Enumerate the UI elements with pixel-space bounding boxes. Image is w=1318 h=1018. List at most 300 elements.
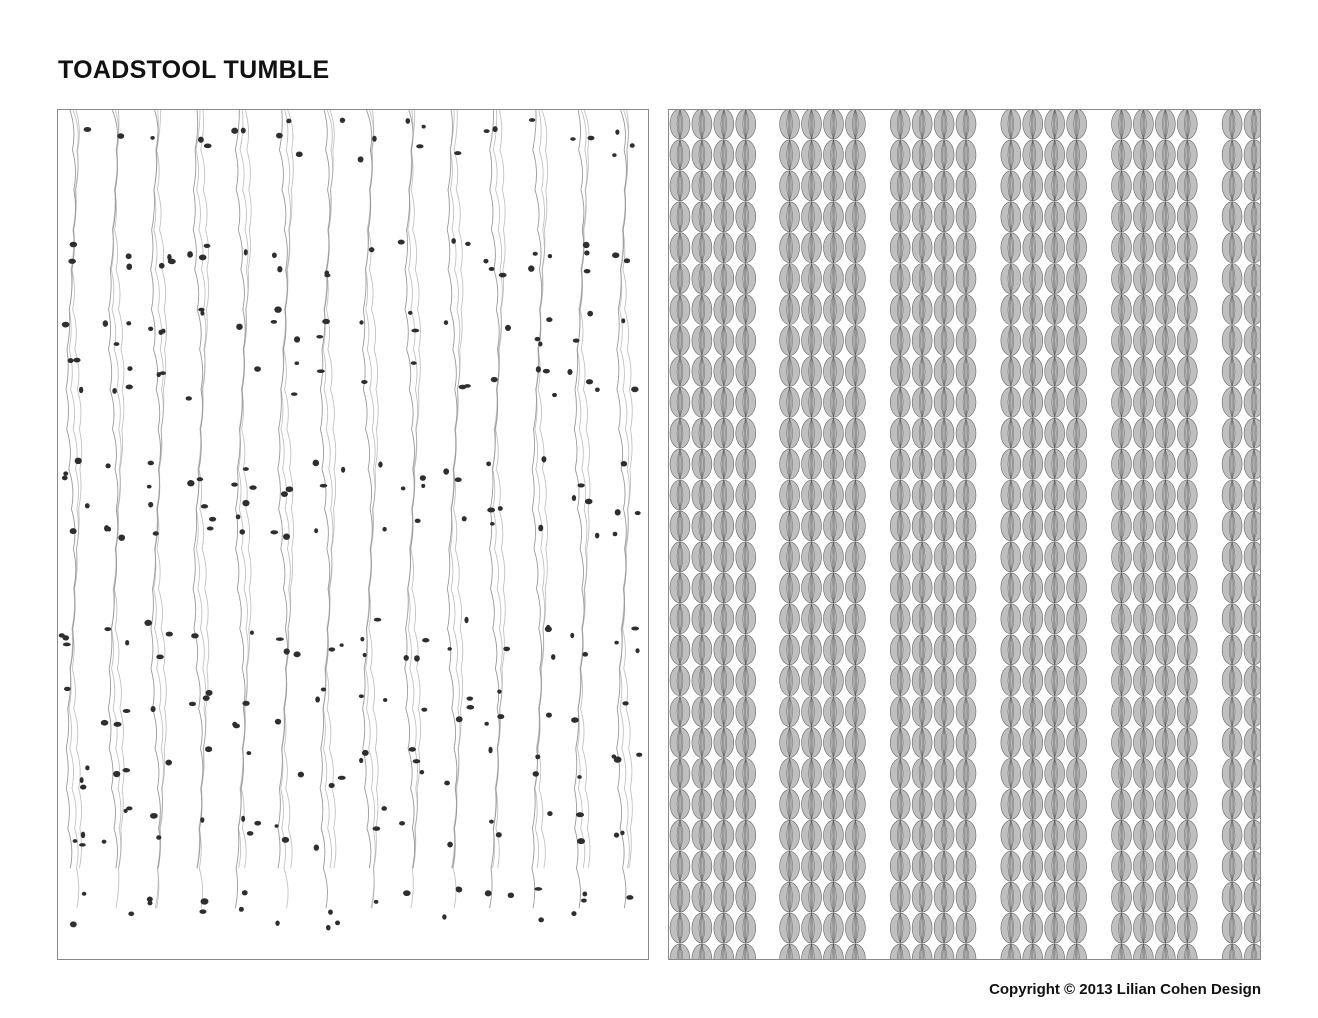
mushroom-cap <box>585 499 593 505</box>
mushroom-cap <box>573 339 580 343</box>
mushroom-cap <box>84 127 92 132</box>
mushroom-cap <box>167 254 171 261</box>
mushroom-cap <box>107 527 111 532</box>
mushroom-cap <box>528 265 534 271</box>
mushroom-cap <box>595 387 600 392</box>
mushroom-cap <box>159 263 165 269</box>
mushroom-cap <box>294 361 299 365</box>
seed-column <box>1133 110 1153 959</box>
page-title: TOADSTOOL TUMBLE <box>58 56 330 84</box>
mushroom-cap <box>236 514 241 519</box>
mushroom-cap <box>413 759 421 763</box>
mushroom-cap <box>499 273 507 278</box>
mushroom-cap <box>465 242 471 246</box>
mushroom-cap <box>464 384 471 388</box>
mushroom-cap <box>126 806 132 810</box>
mushroom-cap <box>577 483 584 487</box>
mushroom-cap <box>114 342 120 346</box>
mushroom-cap <box>335 920 340 925</box>
mushroom-cap <box>294 336 300 342</box>
mushroom-cap <box>151 706 156 712</box>
mushroom-cap <box>493 126 498 132</box>
mushroom-cap <box>538 342 542 347</box>
mushroom-cap <box>147 485 152 489</box>
mushroom-cap <box>106 463 111 468</box>
mushroom-cap <box>275 920 279 925</box>
mushroom-cap <box>70 242 78 248</box>
mushroom-cap <box>508 892 514 898</box>
seed-column <box>912 110 932 959</box>
mushroom-cap <box>249 485 256 490</box>
mushroom-cap <box>127 366 132 371</box>
mushroom-cap <box>567 369 572 375</box>
vine-strand <box>235 110 251 908</box>
mushroom-cap <box>490 522 495 526</box>
mushroom-cap <box>635 648 639 653</box>
mushroom-cap <box>73 839 78 843</box>
mushroom-cap <box>158 330 163 335</box>
mushroom-cap <box>546 712 552 717</box>
mushroom-cap <box>282 837 289 843</box>
mushroom-cap <box>275 824 279 828</box>
mushroom-cap <box>399 821 405 825</box>
mushroom-cap <box>272 252 277 258</box>
mushroom-cap <box>583 242 590 248</box>
mushroom-cap <box>614 756 622 762</box>
mushroom-cap <box>581 898 587 902</box>
mushroom-cap <box>529 118 535 122</box>
mushroom-cap <box>165 760 172 766</box>
mushroom-cap <box>329 783 335 788</box>
mushroom-cap <box>147 901 152 906</box>
mushroom-cap <box>570 137 576 141</box>
mushroom-cap <box>487 507 495 512</box>
vine-strand <box>278 110 294 908</box>
mushroom-cap <box>197 477 204 481</box>
mushroom-cap <box>113 771 120 777</box>
mushroom-cap <box>408 311 413 315</box>
mushroom-cap <box>247 831 254 836</box>
mushroom-cap <box>551 654 555 660</box>
mushroom-cap <box>144 620 152 626</box>
mushroom-cap <box>126 253 132 259</box>
mushroom-cap <box>63 643 71 647</box>
mushroom-cap <box>421 484 425 488</box>
mushroom-cap <box>232 722 237 727</box>
vine-strand <box>108 110 124 908</box>
mushroom-cap <box>85 503 90 508</box>
seed-column <box>802 110 822 959</box>
mushroom-cap <box>533 252 538 256</box>
mushroom-cap <box>462 516 467 521</box>
mushroom-cap <box>328 910 333 915</box>
mushroom-cap <box>612 252 619 258</box>
mushroom-cap <box>538 917 544 922</box>
mushroom-cap <box>203 695 210 701</box>
mushroom-cap <box>571 717 579 723</box>
mushroom-cap <box>570 633 574 638</box>
mushroom-cap <box>536 366 541 372</box>
mushroom-cap <box>485 890 492 896</box>
mushroom-cap <box>64 687 71 691</box>
mushroom-cap <box>378 461 382 467</box>
mushroom-cap <box>148 461 154 466</box>
mushroom-cap <box>201 504 208 508</box>
mushroom-cap <box>621 318 625 323</box>
mushroom-cap <box>420 475 426 481</box>
mushroom-cap <box>622 701 628 705</box>
mushroom-cap <box>281 491 288 497</box>
seed-column <box>780 110 800 959</box>
mushroom-cap <box>321 687 326 691</box>
mushroom-cap <box>276 133 283 139</box>
mushroom-cap <box>422 638 429 642</box>
mushroom-cap <box>286 119 291 124</box>
mushroom-cap <box>444 781 450 786</box>
vine-strand <box>447 110 463 908</box>
mushroom-cap <box>320 484 328 488</box>
mushroom-cap <box>613 532 618 537</box>
mushroom-cap <box>374 618 382 622</box>
mushroom-cap <box>286 486 294 492</box>
mushroom-cap <box>404 655 409 661</box>
mushroom-cap <box>636 753 642 757</box>
seed-column <box>1023 110 1043 959</box>
mushroom-cap <box>338 776 346 780</box>
mushroom-cap <box>383 698 387 702</box>
mushroom-cap <box>201 898 209 904</box>
mushroom-cap <box>243 467 249 471</box>
mushroom-cap <box>543 369 550 374</box>
mushroom-cap <box>584 269 591 273</box>
mushroom-cap <box>73 358 80 363</box>
mushroom-cap <box>148 327 153 331</box>
mushroom-cap <box>191 633 199 638</box>
mushroom-cap <box>63 471 68 475</box>
mushroom-cap <box>187 251 193 258</box>
pattern-panel-vines <box>57 109 649 960</box>
mushroom-cap <box>374 900 379 904</box>
mushroom-cap <box>442 914 446 919</box>
mushroom-cap <box>420 770 425 774</box>
mushroom-cap <box>317 369 325 373</box>
mushroom-cap <box>631 386 638 392</box>
mushroom-cap <box>505 325 511 331</box>
mushroom-cap <box>497 714 504 719</box>
mushroom-cap <box>422 125 426 129</box>
mushroom-cap <box>635 511 641 515</box>
mushroom-cap <box>411 329 419 333</box>
seed-column <box>736 110 756 959</box>
mushroom-cap <box>112 388 117 394</box>
mushroom-cap <box>166 632 173 637</box>
mushroom-cap <box>444 320 448 325</box>
mushroom-cap <box>242 701 249 706</box>
mushroom-cap <box>85 765 89 770</box>
mushroom-cap <box>118 535 125 541</box>
mushroom-cap <box>456 716 463 722</box>
mushroom-cap <box>586 379 593 384</box>
mushroom-cap <box>123 709 131 713</box>
mushroom-cap <box>406 118 411 124</box>
mushroom-cap <box>153 531 159 535</box>
seed-column <box>670 110 690 959</box>
mushroom-cap <box>577 838 585 844</box>
seed-column <box>1112 110 1132 959</box>
mushroom-cap <box>582 652 588 657</box>
mushroom-cap <box>466 705 474 710</box>
mushroom-cap <box>359 758 363 763</box>
mushroom-cap <box>126 321 131 325</box>
mushroom-cap <box>489 267 495 271</box>
seed-column <box>890 110 910 959</box>
mushroom-cap <box>329 647 336 651</box>
mushroom-cap <box>626 895 633 900</box>
mushroom-cap <box>535 754 540 759</box>
mushroom-cap <box>101 720 109 726</box>
mushroom-cap <box>244 249 248 255</box>
mushroom-cap <box>207 527 214 531</box>
mushroom-cap <box>614 641 618 645</box>
mushroom-cap <box>315 696 320 702</box>
seed-column <box>1067 110 1087 959</box>
mushroom-cap <box>615 509 621 515</box>
mushroom-cap <box>443 468 449 474</box>
mushroom-cap <box>276 637 284 641</box>
mushroom-cap <box>403 890 411 896</box>
mushroom-cap <box>538 525 543 532</box>
mushroom-cap <box>80 785 86 790</box>
seed-column <box>1222 110 1242 959</box>
mushroom-cap <box>314 528 318 533</box>
mushroom-cap <box>199 255 207 261</box>
mushroom-cap <box>148 502 153 508</box>
mushroom-cap <box>114 722 122 727</box>
vine-strand <box>193 110 209 908</box>
mushroom-cap <box>239 907 244 912</box>
mushroom-cap <box>205 746 212 752</box>
mushroom-cap <box>582 891 587 896</box>
mushroom-cap <box>204 144 212 149</box>
mushroom-cap <box>614 832 619 837</box>
mushroom-cap <box>546 625 551 630</box>
mushroom-cap <box>455 477 462 482</box>
mushroom-cap <box>82 892 87 896</box>
mushroom-cap <box>381 806 387 811</box>
mushroom-cap <box>362 750 369 756</box>
mushroom-cap <box>242 890 248 895</box>
mushroom-cap <box>447 842 453 848</box>
mushroom-cap <box>496 832 502 837</box>
vine-mushroom-pattern-image <box>58 110 648 959</box>
mushroom-cap <box>548 254 552 258</box>
mushroom-cap <box>361 380 367 384</box>
seed-column <box>1177 110 1197 959</box>
mushroom-cap <box>126 263 132 270</box>
mushroom-cap <box>254 821 261 826</box>
mushroom-cap <box>503 647 510 652</box>
mushroom-cap <box>488 747 492 754</box>
mushroom-cap <box>414 655 420 661</box>
seed-column <box>1001 110 1021 959</box>
mushroom-cap <box>209 517 216 522</box>
mushroom-cap <box>454 151 461 155</box>
mushroom-cap <box>359 694 364 698</box>
mushroom-cap <box>541 456 546 462</box>
mushroom-cap <box>587 311 593 317</box>
mushroom-cap <box>326 925 331 931</box>
mushroom-cap <box>631 626 639 630</box>
mushroom-cap <box>236 324 243 330</box>
mushroom-cap <box>486 461 491 466</box>
mushroom-cap <box>246 751 251 755</box>
mushroom-cap <box>595 533 599 539</box>
mushroom-cap <box>186 396 192 400</box>
mushroom-cap <box>117 133 124 139</box>
mushroom-cap <box>206 690 213 696</box>
vine-strand <box>532 110 548 908</box>
mushroom-cap <box>296 152 303 158</box>
mushroom-cap <box>68 259 76 264</box>
mushroom-cap <box>324 274 330 278</box>
mushroom-cap <box>416 144 423 148</box>
mushroom-cap <box>341 467 345 473</box>
mushroom-cap <box>316 335 323 339</box>
mushroom-cap <box>75 458 82 465</box>
mushroom-cap <box>533 771 539 777</box>
seed-column <box>1155 110 1175 959</box>
mushroom-cap <box>451 238 456 244</box>
mushroom-cap <box>254 366 261 372</box>
mushroom-cap <box>298 772 304 778</box>
mushroom-cap <box>398 240 405 245</box>
mushroom-cap <box>571 911 576 916</box>
mushroom-cap <box>484 129 490 133</box>
mushroom-cap <box>128 912 134 917</box>
mushroom-cap <box>62 635 69 640</box>
mushroom-cap <box>239 529 245 534</box>
mushroom-cap <box>79 387 83 393</box>
mushroom-cap <box>322 319 330 324</box>
mushroom-cap <box>483 259 488 264</box>
mushroom-cap <box>401 486 406 490</box>
mushroom-cap <box>546 317 552 322</box>
mushroom-cap <box>369 247 375 252</box>
mushroom-cap <box>489 820 494 824</box>
seed-column <box>934 110 954 959</box>
mushroom-cap <box>189 702 196 706</box>
seed-stripe-pattern-image <box>669 110 1260 959</box>
mushroom-cap <box>415 519 421 523</box>
mushroom-cap <box>615 129 619 134</box>
mushroom-cap <box>624 258 630 263</box>
seed-column <box>1045 110 1065 959</box>
mushroom-cap <box>535 337 541 341</box>
mushroom-cap <box>198 308 204 312</box>
mushroom-cap <box>411 361 417 365</box>
vine-strand <box>617 110 633 908</box>
mushroom-cap <box>456 887 462 893</box>
mushroom-cap <box>270 530 278 534</box>
mushroom-cap <box>204 244 211 248</box>
mushroom-cap <box>70 528 77 534</box>
mushroom-cap <box>62 322 70 328</box>
mushroom-cap <box>313 460 320 467</box>
mushroom-cap <box>125 640 129 645</box>
seed-column <box>845 110 865 959</box>
mushroom-cap <box>198 137 204 143</box>
mushroom-cap <box>552 393 557 397</box>
mushroom-cap <box>409 747 416 752</box>
mushroom-cap <box>122 768 130 772</box>
mushroom-cap <box>358 156 364 162</box>
mushroom-cap <box>576 812 584 817</box>
mushroom-cap <box>294 651 301 657</box>
copyright-notice: Copyright © 2013 Lilian Cohen Design <box>989 981 1261 998</box>
mushroom-cap <box>547 811 552 816</box>
vine-strand <box>151 110 167 908</box>
mushroom-cap <box>363 653 367 657</box>
mushroom-cap <box>277 266 282 272</box>
mushroom-cap <box>572 495 576 501</box>
mushroom-cap <box>498 506 503 511</box>
mushroom-cap <box>156 655 164 660</box>
mushroom-cap <box>102 840 107 844</box>
vine-strand <box>362 110 378 908</box>
mushroom-cap <box>271 320 277 324</box>
mushroom-cap <box>467 697 474 701</box>
seed-column <box>956 110 976 959</box>
mushroom-cap <box>484 722 489 726</box>
mushroom-cap <box>62 476 68 481</box>
mushroom-cap <box>630 143 635 148</box>
mushroom-cap <box>150 813 158 819</box>
mushroom-cap <box>231 128 238 134</box>
vine-strand <box>66 110 82 908</box>
mushroom-cap <box>200 817 204 823</box>
vine-strand <box>574 110 590 908</box>
mushroom-cap <box>447 647 451 651</box>
mushroom-cap <box>70 921 77 927</box>
mushroom-cap <box>340 118 345 123</box>
mushroom-cap <box>612 153 616 157</box>
mushroom-cap <box>340 643 344 647</box>
mushroom-cap <box>104 627 111 631</box>
mushroom-cap <box>314 844 319 850</box>
mushroom-cap <box>284 648 290 654</box>
mushroom-cap <box>359 320 363 324</box>
mushroom-cap <box>621 461 627 467</box>
mushroom-cap <box>421 708 427 712</box>
mushroom-cap <box>372 136 377 142</box>
mushroom-cap <box>491 377 498 382</box>
mushroom-cap <box>283 534 290 540</box>
mushroom-cap <box>156 835 161 840</box>
mushroom-cap <box>382 527 386 532</box>
mushroom-cap <box>497 690 501 694</box>
seed-column <box>1244 110 1260 959</box>
mushroom-cap <box>250 630 254 634</box>
mushroom-cap <box>242 500 249 506</box>
mushroom-cap <box>150 136 154 140</box>
mushroom-cap <box>241 816 245 822</box>
mushroom-cap <box>187 480 194 486</box>
mushroom-cap <box>534 887 542 891</box>
mushroom-cap <box>588 136 595 141</box>
mushroom-cap <box>199 909 206 914</box>
mushroom-cap <box>79 843 86 847</box>
mushroom-cap <box>577 775 581 779</box>
